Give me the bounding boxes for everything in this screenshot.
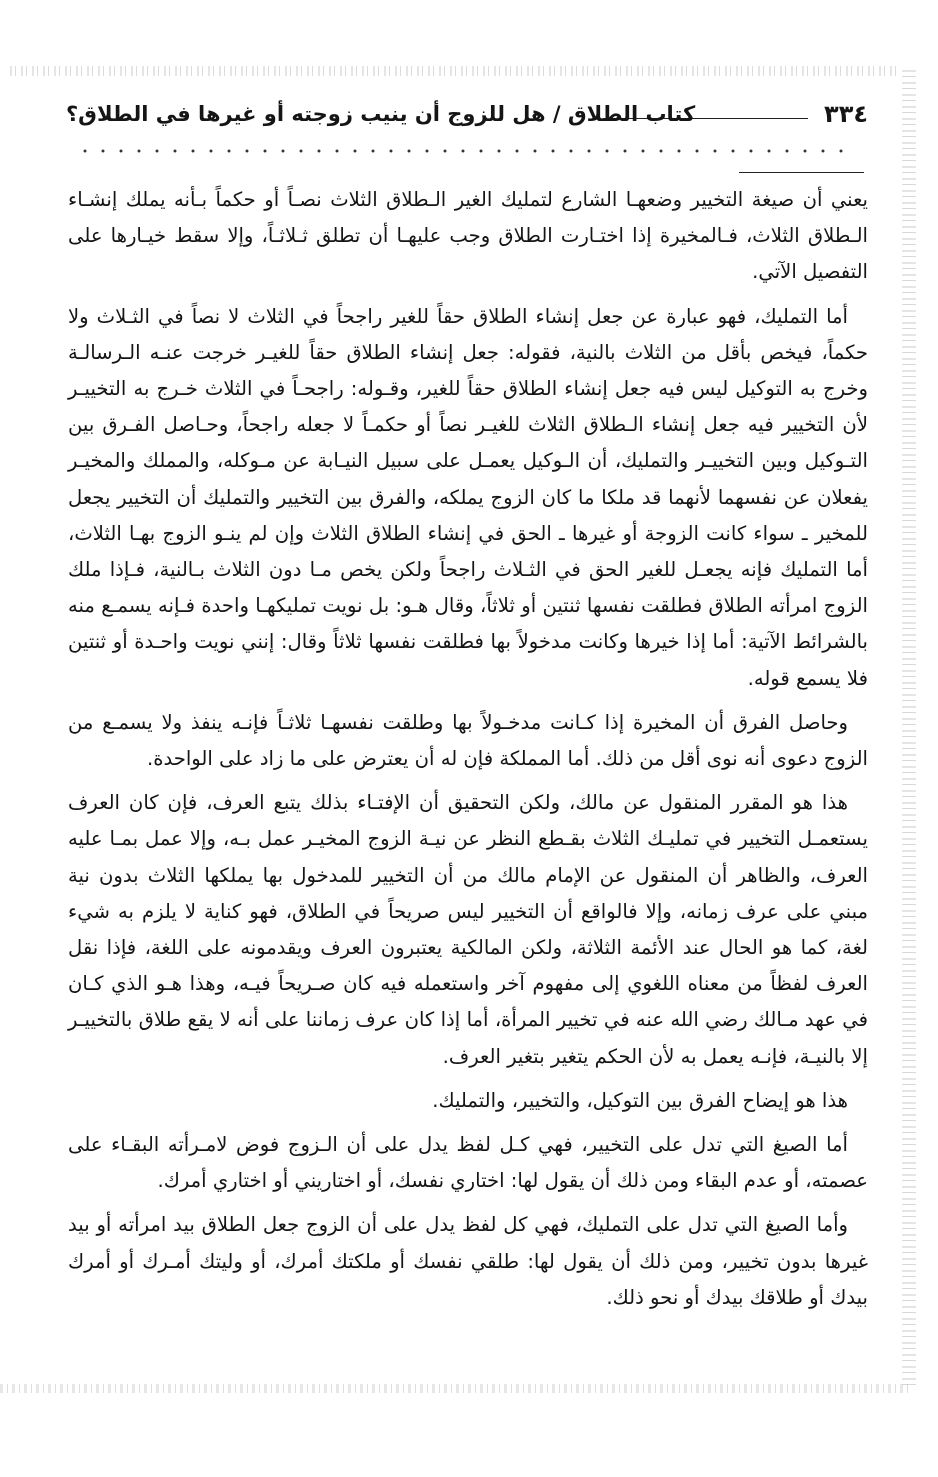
page-number: ٣٣٤ [824, 100, 868, 128]
scan-edge-right [902, 70, 916, 1387]
paragraph-5: هذا هو إيضاح الفرق بين التوكيل، والتخيير، والتمليك. [432, 1088, 848, 1112]
paragraph-3: وحاصل الفرق أن المخيرة إذا كـانت مدخـولاً بها وطلقت نفسهـا ثلاثـاً فإنـه ينفذ ولا يسمـع من الزوج دعوى أنه نوى أقل من ذلك. أما المملكة فإن له أن يعترض على ما زاد على الواحدة. [68, 710, 868, 771]
running-header [66, 94, 868, 140]
paragraph-2: أما التمليك، فهو عبارة عن جعل إنشاء الطلاق حقاً للغير راجحاً في الثلاث لا نصاً في الثـلاث ولا حكماً، فيخص بأقل من الثلاث بالنية، فقوله: جعل إنشاء الطلاق حقاً للغيـر خرجت عنـه الـرسالـة وخرج به التوكيل ليس فيه جعل إنشاء الطلاق حقاً للغير، وقـوله: راجحـاً في الثلاث خـرج به التخييـر لأن التخيير فيه جعل إنشاء الـطلاق الثلاث للغيـر نصاً أو حكمـاً لا جعله راجحاً، وحـاصل الفـرق بين التـوكيل وبين التخييـر والتمليك، أن الـوكيل يعمـل على سبيل النيـابة عن مـوكله، والمملك والمخيـر يفعلان عن نفسهما لأنهما قد ملكا ما كان الزوج يملكه، والفرق بين التخيير والتمليك أن التخيير يجعل للمخير ـ سواء كانت الزوجة أو غيرها ـ الحق في إنشاء الطلاق الثلاث وإن لم ينـو الزوج بهـا الثلاث، أما التمليك فإنه يجعـل للغير الحق في الثـلاث راجحاً ولكن يخص مـا دون الثلاث بـالنية، فـإذا ملك الزوج امرأته الطلاق فطلقت نفسها ثنتين أو ثلاثاً، وقال هـو: بل نويت تمليكهـا واحدة فـإنه يسمـع منه بالشرائط الآتية: أما إذا خيرها وكانت مدخولاً بها فطلقت نفسها ثلاثاً وقال: إنني نويت واحـدة أو ثنتين فلا يسمع قوله. [68, 304, 868, 690]
body-text [68, 182, 868, 1324]
header-title: كتاب الطلاق / هل للزوج أن ينيب زوجته أو غيرها في الطلاق؟ [66, 102, 696, 126]
dotted-separator [76, 149, 856, 153]
footnote-rule [739, 172, 864, 173]
paragraph-7: وأما الصيغ التي تدل على التمليك، فهي كل لفظ يدل على أن الزوج جعل الطلاق بيد امرأته أو بيد غيرها بدون تخيير، ومن ذلك أن يقول لها: طلقي نفسك أو ملكتك أمرك، أو وليتك أمـرك أو أمرك بيدك أو طلاقك بيدك أو نحو ذلك. [68, 1213, 868, 1309]
paragraph-6: أما الصيغ التي تدل على التخيير، فهي كـل لفظ يدل على أن الـزوج فوض لامـرأته البقـاء على عصمته، أو عدم البقاء ومن ذلك أن يقول لها: اختاري نفسك، أو اختاريني أو اختاري أمرك. [68, 1133, 868, 1193]
scan-edge-top [10, 66, 898, 76]
scan-edge-bottom [0, 1384, 908, 1393]
paragraph-4: هذا هو المقرر المنقول عن مالك، ولكن التحقيق أن الإفتـاء بذلك يتبع العرف، فإن كان العرف يستعمـل التخيير في تمليـك الثلاث بقـطع النظر عن نيـة الزوج المخيـر عمل بـه، وإلا عمل بمـا عليه العرف، والظاهر أن المنقول عن الإمام مالك من أن التخيير للمدخول بها يملكها الثلاث بدون نية مبني على عرف زمانه، وإلا فالواقع أن التخيير ليس صريحاً في الطلاق، فهو كناية لا يلزم به شيء لغة، كما هو الحال عند الأئمة الثلاثة، ولكن المالكية يعتبرون العرف ويقدمونه على اللغة، فإذا نقل العرف لفظاً من معناه اللغوي إلى مفهوم آخر واستعمله فيه كان صـريحاً فيـه، وهذا هـو الذي كـان في عهد مـالك رضي الله عنه في تخيير المرأة، أما إذا كان عرف زماننا على أنه لا يقع طلاق بالتخييـر إلا بالنيـة، فإنـه يعمل به لأن الحكم يتغير بتغير العرف. [68, 791, 868, 1068]
paragraph-1: يعني أن صيغة التخيير وضعهـا الشارع لتمليك الغير الـطلاق الثلاث نصـاً أو حكماً بـأنه يملك إنشـاء الـطلاق الثلاث، فـالمخيرة إذا اختـارت الطلاق وجب عليهـا أن تطلق ثـلاثـاً، وإلا سقط خيـارها على التفصيل الآتي. [68, 188, 868, 284]
